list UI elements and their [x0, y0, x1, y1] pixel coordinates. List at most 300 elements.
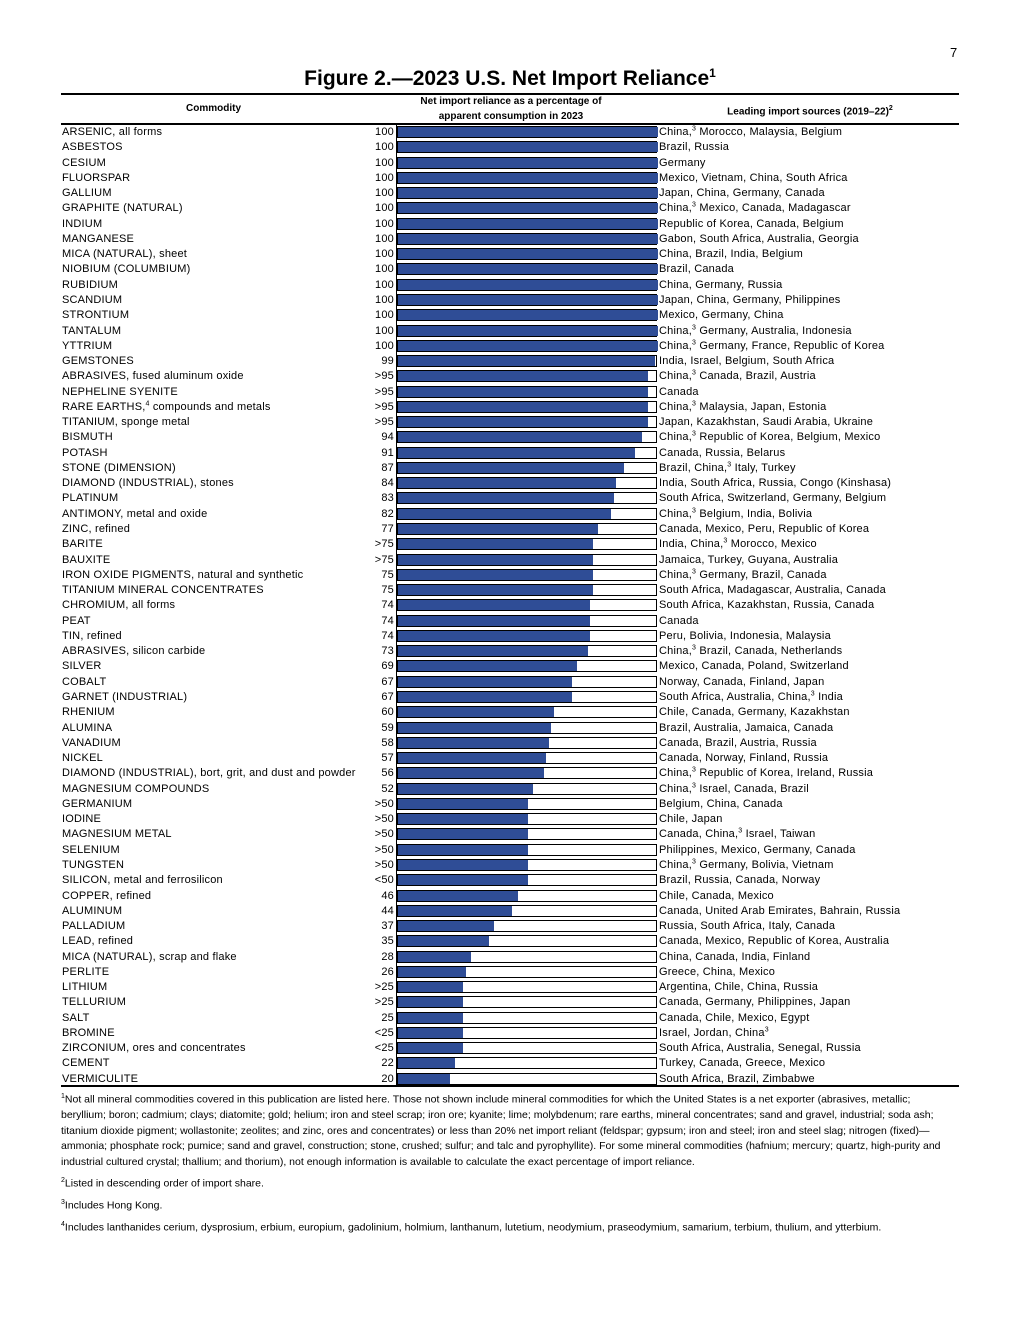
commodity-name: MICA (NATURAL), sheet: [62, 248, 188, 261]
value-label: 58: [381, 736, 394, 749]
bar-track: [397, 141, 657, 153]
import-sources-text: Japan, China, Germany, Canada: [659, 187, 825, 200]
value-label: <50: [374, 874, 394, 887]
import-sources-text: China, Canada, India, Finland: [659, 950, 811, 963]
bar: [398, 1074, 450, 1084]
import-sources-text: Belgium, China, Canada: [659, 797, 783, 810]
value-label: 100: [375, 293, 394, 306]
commodity-name: YTTRIUM: [62, 339, 113, 352]
value-label: 20: [381, 1072, 394, 1085]
footnote-mark: 1: [61, 1093, 65, 1100]
value-label: >50: [374, 858, 394, 871]
value-label: 26: [381, 965, 394, 978]
bar-track: [397, 355, 657, 367]
bar-track: [397, 767, 657, 779]
footnote-mark: 4: [61, 1221, 65, 1228]
import-sources: [659, 843, 856, 857]
import-sources-text: South Africa, Brazil, Zimbabwe: [659, 1072, 815, 1085]
import-sources-text: Brazil, Russia: [659, 141, 730, 154]
import-sources-text: Brazil, Canada, Netherlands: [696, 645, 843, 658]
bar-track: [397, 706, 657, 718]
bar: [398, 264, 658, 274]
commodity-name: PALLADIUM: [62, 920, 126, 933]
import-sources-text: India, China,: [659, 538, 724, 551]
value-label: 56: [381, 767, 394, 780]
import-footnote-mark: 3: [692, 201, 697, 209]
import-sources-text: Brazil, Australia, Jamaica, Canada: [659, 721, 834, 734]
bar: [398, 1028, 463, 1038]
bar: [398, 768, 544, 778]
import-sources: [659, 659, 849, 673]
bar-track: [397, 660, 657, 672]
import-sources-text: Canada, Brazil, Austria: [696, 370, 816, 383]
commodity-name: BARITE: [62, 538, 103, 551]
commodity-name: TITANIUM, sponge metal: [62, 416, 190, 429]
commodity-name: ZIRCONIUM, ores and concentrates: [62, 1042, 246, 1055]
footnote-mark: 3: [61, 1199, 65, 1206]
commodity-name: NIOBIUM (COLUMBIUM): [62, 263, 191, 276]
bar-track: [397, 1012, 657, 1024]
import-sources: [659, 889, 774, 903]
bar: [398, 417, 648, 427]
sources-header: [660, 101, 960, 119]
import-footnote-mark: 3: [692, 400, 697, 408]
commodity-name: RHENIUM: [62, 706, 115, 719]
import-sources-text: China,: [659, 568, 692, 581]
import-footnote-mark: 3: [692, 125, 697, 133]
import-sources: [659, 430, 880, 444]
commodity-name: INDIUM: [62, 217, 103, 230]
bar-track: [397, 431, 657, 443]
bar-track: [397, 783, 657, 795]
bar-track: [397, 218, 657, 230]
import-sources: [659, 354, 834, 368]
import-sources: [659, 858, 834, 872]
bar-track: [397, 905, 657, 917]
bar-track: [397, 416, 657, 428]
value-label: >95: [374, 370, 394, 383]
bar-track: [397, 263, 657, 275]
bar: [398, 387, 648, 397]
import-sources: [659, 568, 827, 582]
import-sources-text: Israel, Jordan, China: [659, 1026, 765, 1039]
bar-track: [397, 508, 657, 520]
bar: [398, 692, 572, 702]
bar: [398, 310, 658, 320]
import-sources-text: China,: [659, 339, 692, 352]
commodity-name: PLATINUM: [62, 492, 119, 505]
bar: [398, 203, 658, 213]
bar-track: [397, 645, 657, 657]
bar-track: [397, 309, 657, 321]
import-footnote-mark: 3: [692, 339, 697, 347]
value-label: 73: [381, 645, 394, 658]
value-label: >95: [374, 385, 394, 398]
bar-track: [397, 828, 657, 840]
value-label: 74: [381, 629, 394, 642]
commodity-name: ABRASIVES, silicon carbide: [62, 645, 206, 658]
import-sources-text: China,: [659, 324, 692, 337]
bar: [398, 646, 588, 656]
bar-track: [397, 279, 657, 291]
import-sources-text: South Africa, Australia, China,: [659, 690, 811, 703]
bar: [398, 814, 528, 824]
import-sources-text: Belgium, India, Bolivia: [696, 507, 813, 520]
commodity-name: BISMUTH: [62, 431, 113, 444]
import-sources-text: Russia, South Africa, Italy, Canada: [659, 920, 836, 933]
footnote: [61, 1173, 956, 1192]
commodity-name: DIAMOND (INDUSTRIAL), stones: [62, 477, 234, 490]
value-label: 46: [381, 889, 394, 902]
footnote: [61, 1195, 956, 1214]
bar-track: [397, 126, 657, 138]
bar-track: [397, 1042, 657, 1054]
import-footnote-mark: 3: [723, 537, 728, 545]
value-label: 100: [375, 248, 394, 261]
import-footnote-mark: 3: [738, 827, 743, 835]
import-sources: [659, 339, 884, 353]
value-label: 100: [375, 339, 394, 352]
import-sources: [659, 797, 783, 811]
title-text: Figure 2.—2023 U.S. Net Import Reliance: [304, 67, 710, 90]
import-sources: [659, 629, 831, 643]
bar: [398, 173, 658, 183]
value-label: 100: [375, 126, 394, 138]
bar-track: [397, 630, 657, 642]
import-sources-text: Japan, China, Germany, Philippines: [659, 293, 841, 306]
commodity-name: SILVER: [62, 660, 102, 673]
value-label: 75: [381, 584, 394, 597]
commodity-name: COPPER, refined: [62, 889, 152, 902]
bar-track: [397, 752, 657, 764]
bar-track: [397, 691, 657, 703]
bar-track: [397, 202, 657, 214]
bar: [398, 661, 577, 671]
import-sources-text: Chile, Canada, Mexico: [659, 889, 774, 902]
import-sources-text: Israel, Canada, Brazil: [696, 782, 809, 795]
bar: [398, 753, 546, 763]
import-sources: [659, 1056, 825, 1070]
value-label: <25: [374, 1026, 394, 1039]
import-sources: [659, 1041, 861, 1055]
value-label: 99: [381, 355, 394, 368]
import-sources: [659, 1011, 810, 1025]
import-sources-text: Canada, Mexico, Republic of Korea, Australia: [659, 935, 890, 948]
commodity-name: ARSENIC, all forms: [62, 126, 163, 138]
bar: [398, 936, 489, 946]
import-sources-text: Republic of Korea, Canada, Belgium: [659, 217, 844, 230]
value-label: 100: [375, 278, 394, 291]
page-number: 7: [950, 45, 958, 60]
import-sources-text: Canada, Brazil, Austria, Russia: [659, 736, 817, 749]
bar-track: [397, 890, 657, 902]
value-label: 100: [375, 324, 394, 337]
import-sources-text: India: [814, 690, 843, 703]
import-sources: [659, 965, 775, 979]
footnote-text: Listed in descending order of import share.: [64, 1177, 264, 1190]
value-label: >50: [374, 843, 394, 856]
value-label: >50: [374, 797, 394, 810]
bar: [398, 493, 614, 503]
value-label: 44: [381, 904, 394, 917]
import-sources-text: Mexico, Vietnam, China, South Africa: [659, 171, 848, 184]
bar-track: [397, 538, 657, 550]
commodity-name: VERMICULITE: [62, 1072, 139, 1085]
import-sources: [659, 324, 852, 338]
footnote-text: Includes lanthanides cerium, dysprosium, erbium, europium, gadolinium, holmium, lanthanum, lutetium, neodymium, praseodymium, samarium, terbium, thulium, and ytterbium.: [64, 1221, 882, 1234]
import-sources-text: Canada, Russia, Belarus: [659, 446, 786, 459]
import-sources-text: Gabon, South Africa, Australia, Georgia: [659, 232, 859, 245]
bar: [398, 997, 463, 1007]
import-sources-text: Chile, Japan: [659, 813, 723, 826]
value-label: 52: [381, 782, 394, 795]
bar: [398, 600, 590, 610]
bar-track: [397, 569, 657, 581]
bar-track: [397, 248, 657, 260]
commodity-name: GERMANIUM: [62, 797, 133, 810]
bar-track: [397, 1073, 657, 1085]
bar-track: [397, 920, 657, 932]
commodity-name: IODINE: [62, 813, 102, 826]
commodity-name: ABRASIVES, fused aluminum oxide: [62, 370, 244, 383]
footnotes: [61, 1089, 956, 1239]
import-sources-text: Canada: [659, 614, 699, 627]
bar-track: [397, 401, 657, 413]
bar: [398, 967, 466, 977]
import-sources: [659, 705, 850, 719]
bar: [398, 463, 624, 473]
bar: [398, 891, 518, 901]
commodity-name: PEAT: [62, 614, 91, 627]
import-sources: [659, 278, 782, 292]
commodity-footnote-mark: 4: [145, 400, 150, 408]
bar: [398, 249, 658, 259]
import-sources: [659, 904, 900, 918]
bar: [398, 723, 551, 733]
bar: [398, 860, 528, 870]
bar-track: [397, 1027, 657, 1039]
import-sources: [659, 980, 818, 994]
commodity-name: FLUORSPAR: [62, 171, 131, 184]
value-label: 100: [375, 202, 394, 215]
bar: [398, 845, 528, 855]
import-footnote-mark: 3: [692, 323, 697, 331]
bar: [398, 784, 533, 794]
value-label: 100: [375, 141, 394, 154]
import-sources: [659, 736, 817, 750]
value-label: 100: [375, 309, 394, 322]
bar: [398, 677, 572, 687]
import-sources: [659, 217, 844, 231]
import-sources: [659, 812, 723, 826]
value-label: 37: [381, 920, 394, 933]
import-footnote-mark: 3: [810, 690, 815, 698]
bar-track: [397, 233, 657, 245]
bar: [398, 829, 528, 839]
import-sources-text: Germany, Australia, Indonesia: [696, 324, 852, 337]
import-sources: [659, 782, 809, 796]
bar: [398, 234, 658, 244]
value-label: 75: [381, 568, 394, 581]
import-sources: [659, 934, 889, 948]
import-sources-text: China, Germany, Russia: [659, 278, 783, 291]
import-footnote-mark: 3: [692, 430, 697, 438]
commodity-name: TIN, refined: [62, 629, 122, 642]
import-sources-text: Germany: [659, 156, 706, 169]
import-sources: [659, 751, 828, 765]
import-footnote-mark: 3: [692, 858, 697, 866]
import-sources-text: Germany, Brazil, Canada: [696, 568, 827, 581]
import-sources-text: China,: [659, 782, 692, 795]
value-label: 59: [381, 721, 394, 734]
commodity-name: GARNET (INDUSTRIAL): [62, 690, 188, 703]
value-label: 82: [381, 507, 394, 520]
commodity-name: POTASH: [62, 446, 108, 459]
import-sources: [659, 522, 869, 536]
import-sources: [659, 507, 812, 521]
commodity-name: ASBESTOS: [62, 141, 123, 154]
bar: [398, 570, 593, 580]
value-label: 100: [375, 171, 394, 184]
commodity-name-text: compounds and metals: [149, 400, 271, 413]
import-sources: [659, 553, 838, 567]
bar: [398, 509, 611, 519]
import-sources-text: Canada, Germany, Philippines, Japan: [659, 996, 851, 1009]
bar: [398, 738, 549, 748]
value-label: >25: [374, 981, 394, 994]
import-sources-text: Jamaica, Turkey, Guyana, Australia: [659, 553, 839, 566]
bar: [398, 631, 590, 641]
import-sources: [659, 644, 842, 658]
value-label: 77: [381, 523, 394, 536]
import-footnote-mark: 3: [692, 781, 697, 789]
import-sources: [659, 598, 874, 612]
import-sources: [659, 537, 817, 551]
value-label: 57: [381, 752, 394, 765]
commodity-name: RUBIDIUM: [62, 278, 118, 291]
import-sources: [659, 369, 816, 383]
commodity-name: VANADIUM: [62, 736, 121, 749]
bar: [398, 188, 658, 198]
bar-track: [397, 874, 657, 886]
bar: [398, 326, 658, 336]
bar-track: [397, 813, 657, 825]
import-sources: [659, 1072, 815, 1086]
bar-track: [397, 1057, 657, 1069]
import-sources: [659, 873, 820, 887]
bar: [398, 402, 648, 412]
bar: [398, 585, 593, 595]
import-sources-text: Turkey, Canada, Greece, Mexico: [659, 1057, 826, 1070]
import-sources: [659, 766, 873, 780]
commodity-name: CESIUM: [62, 156, 106, 169]
import-sources: [659, 400, 826, 414]
commodity-name: GEMSTONES: [62, 355, 134, 368]
bar-track: [397, 294, 657, 306]
commodity-name: SILICON, metal and ferrosilicon: [62, 874, 223, 887]
value-label: 100: [375, 217, 394, 230]
import-sources: [659, 721, 833, 735]
bar: [398, 295, 658, 305]
import-sources: [659, 614, 699, 628]
import-sources-text: India, Israel, Belgium, South Africa: [659, 355, 835, 368]
import-sources-text: Italy, Turkey: [731, 461, 796, 474]
import-footnote-mark: 3: [692, 369, 697, 377]
commodity-name: ALUMINA: [62, 721, 113, 734]
import-sources-text: Malaysia, Japan, Estonia: [696, 400, 827, 413]
bar: [398, 707, 554, 717]
bar-track: [397, 615, 657, 627]
import-sources-text: Morocco, Mexico: [727, 538, 817, 551]
bar-track: [397, 951, 657, 963]
import-footnote-mark: 3: [764, 1026, 769, 1034]
value-label: >75: [374, 538, 394, 551]
import-footnote-mark: 3: [727, 461, 732, 469]
commodity-name: STONE (DIMENSION): [62, 461, 176, 474]
value-label: <25: [374, 1042, 394, 1055]
bar-track: [397, 386, 657, 398]
commodity-name: BAUXITE: [62, 553, 111, 566]
bar-track: [397, 325, 657, 337]
bar-track: [397, 859, 657, 871]
import-sources: [659, 201, 851, 215]
bar: [398, 616, 590, 626]
import-footnote-mark: 3: [692, 568, 697, 576]
import-sources: [659, 125, 842, 139]
sources-header-text: Leading import sources (2019–22): [727, 106, 889, 118]
bar-track: [397, 172, 657, 184]
import-sources-text: Germany, France, Republic of Korea: [696, 339, 885, 352]
commodity-name: TELLURIUM: [62, 996, 127, 1009]
value-label: 100: [375, 263, 394, 276]
import-sources-text: Canada, Chile, Mexico, Egypt: [659, 1011, 810, 1024]
bar: [398, 906, 512, 916]
import-sources-text: China,: [659, 126, 692, 138]
commodity-name: GALLIUM: [62, 187, 112, 200]
bar: [398, 1013, 463, 1023]
bar-track: [397, 966, 657, 978]
import-sources: [659, 247, 803, 261]
import-sources-text: Israel, Taiwan: [742, 828, 816, 841]
import-sources-text: China,: [659, 431, 692, 444]
bar-track: [397, 523, 657, 535]
bar-track: [397, 462, 657, 474]
figure-title: [0, 66, 1020, 91]
bar: [398, 1043, 463, 1053]
import-sources-text: South Africa, Kazakhstan, Russia, Canada: [659, 599, 875, 612]
bar: [398, 478, 616, 488]
bar-track: [397, 935, 657, 947]
import-sources-text: China,: [659, 645, 692, 658]
import-sources: [659, 1026, 769, 1040]
import-sources: [659, 262, 734, 276]
import-sources: [659, 995, 850, 1009]
bar-track: [397, 599, 657, 611]
bar: [398, 432, 642, 442]
import-footnote-mark: 3: [692, 644, 697, 652]
commodity-name: SALT: [62, 1011, 90, 1024]
import-sources-text: South Africa, Madagascar, Australia, Canada: [659, 584, 886, 597]
value-label: >95: [374, 416, 394, 429]
import-sources: [659, 156, 706, 170]
commodity-name: DIAMOND (INDUSTRIAL), bort, grit, and dust and powder: [62, 767, 356, 780]
bar: [398, 142, 658, 152]
value-label: >95: [374, 400, 394, 413]
import-sources-text: Norway, Canada, Finland, Japan: [659, 675, 825, 688]
value-label: >25: [374, 996, 394, 1009]
bar-track: [397, 492, 657, 504]
commodity-name: [62, 400, 271, 414]
